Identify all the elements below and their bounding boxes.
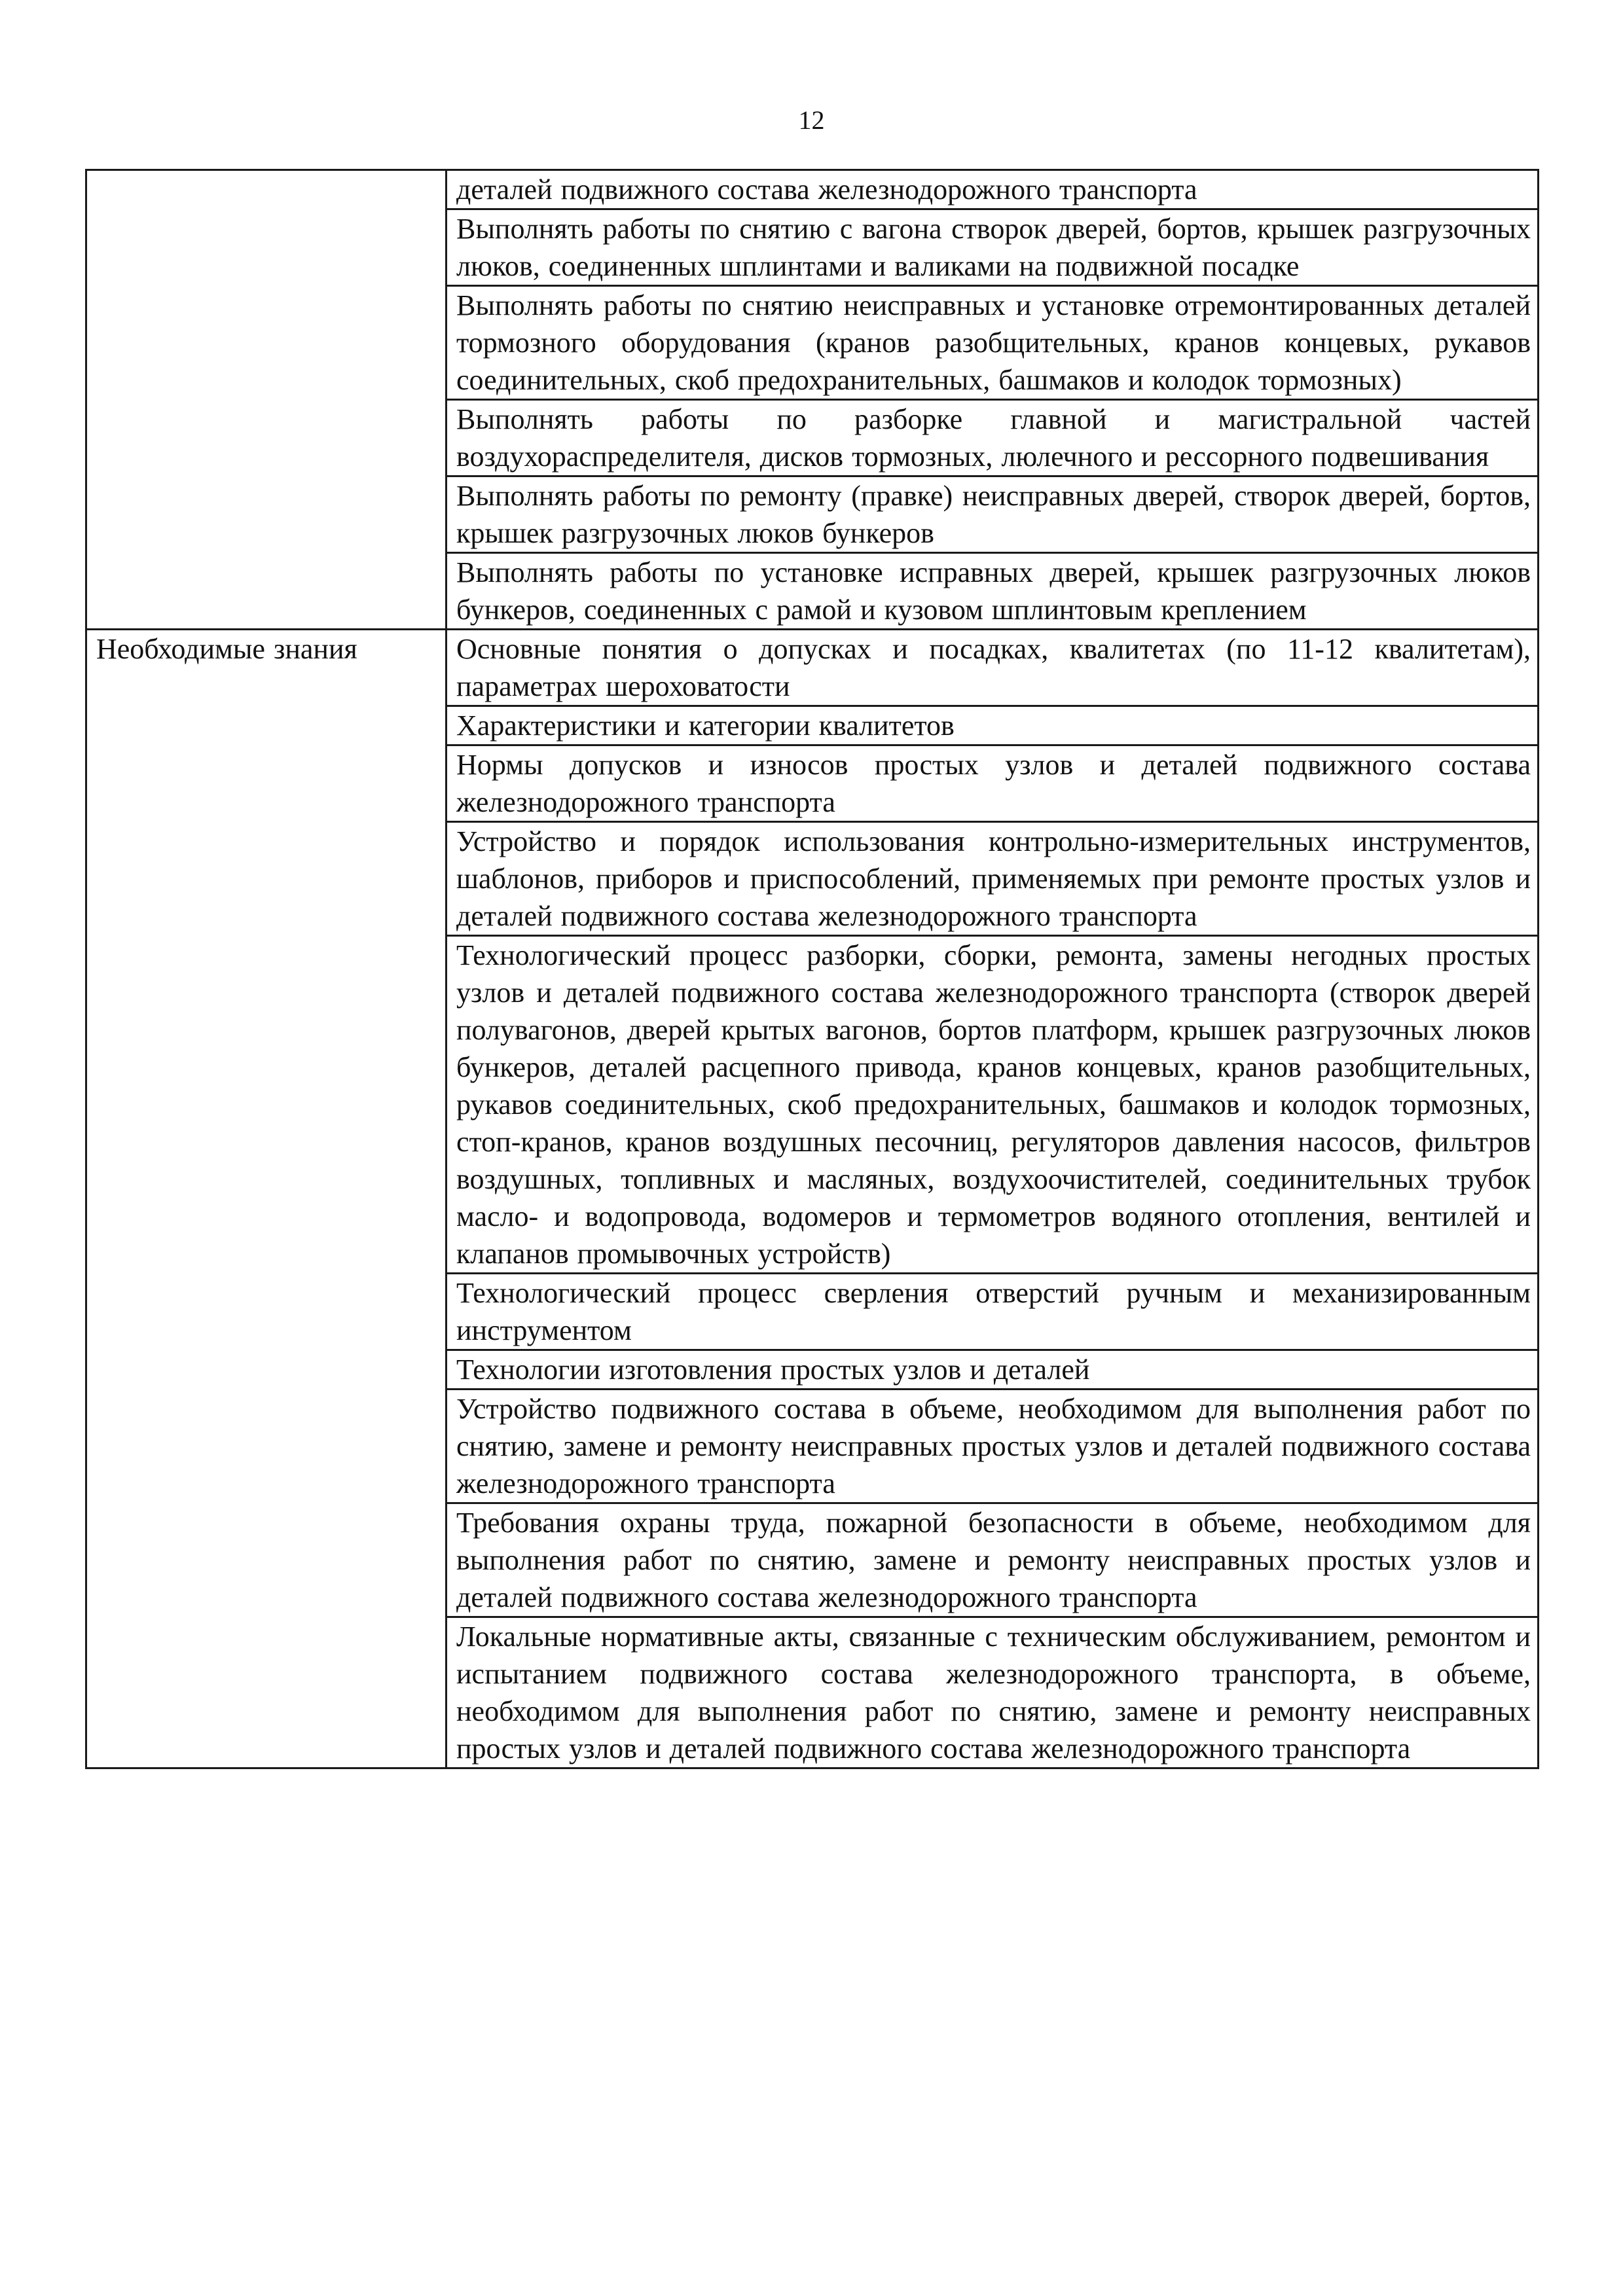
table-row: [86, 630, 1539, 706]
knowledge-item: Устройство подвижного состава в объеме, необходимом для выполнения работ по снятию, замене и ремонту неисправных простых узлов и деталей подвижного состава железнодорожного транспорта: [447, 1390, 1539, 1503]
knowledge-item: Нормы допусков и износов простых узлов и деталей подвижного состава железнодорожного транспорта: [447, 745, 1539, 822]
skill-item: Выполнять работы по снятию с вагона створок дверей, бортов, крышек разгрузочных люков, соединенных шплинтами и валиками на подвижной посадке: [447, 209, 1539, 286]
skill-item: Выполнять работы по разборке главной и магистральной частей воздухораспределителя, дисков тормозных, люлечного и рессорного подвешивания: [447, 400, 1539, 476]
knowledge-item: Технологии изготовления простых узлов и деталей: [447, 1350, 1539, 1390]
knowledge-item: Основные понятия о допусках и посадках, квалитетах (по 11-12 квалитетам), параметрах шероховатости: [447, 630, 1539, 706]
qualification-table: [85, 169, 1539, 1769]
skill-item: Выполнять работы по ремонту (правке) неисправных дверей, створок дверей, бортов, крышек разгрузочных люков бункеров: [447, 476, 1539, 553]
skill-item: Выполнять работы по снятию неисправных и установке отремонтированных деталей тормозного оборудования (кранов разобщительных, кранов концевых, рукавов соединительных, скоб предохранительных, башмаков и колодок тормозных): [447, 286, 1539, 400]
skill-item: деталей подвижного состава железнодорожного транспорта: [447, 170, 1539, 209]
page-number: 12: [798, 105, 825, 135]
knowledge-item: Требования охраны труда, пожарной безопасности в объеме, необходимом для выполнения работ по снятию, замене и ремонту неисправных простых узлов и деталей подвижного состава железнодорожного транспорта: [447, 1503, 1539, 1617]
knowledge-item: Локальные нормативные акты, связанные с техническим обслуживанием, ремонтом и испытанием подвижного состава железнодорожного транспорта, в объеме, необходимом для выполнения работ по снятию, замене и ремонту неисправных простых узлов и деталей подвижного состава железнодорожного транспорта: [447, 1617, 1539, 1768]
skill-item: Выполнять работы по установке исправных дверей, крышек разгрузочных люков бункеров, соединенных с рамой и кузовом шплинтовым креплением: [447, 553, 1539, 630]
section-label-empty: [86, 170, 447, 630]
knowledge-item: Устройство и порядок использования контрольно-измерительных инструментов, шаблонов, приборов и приспособлений, применяемых при ремонте простых узлов и деталей подвижного состава железнодорожного транспорта: [447, 822, 1539, 936]
table-row: [86, 170, 1539, 209]
knowledge-item: Технологический процесс разборки, сборки, ремонта, замены негодных простых узлов и деталей подвижного состава железнодорожного транспорта (створок дверей полувагонов, дверей крытых вагонов, бортов платформ, крышек разгрузочных люков бункеров, деталей расцепного привода, кранов концевых, кранов разобщительных, рукавов соединительных, скоб предохранительных, башмаков и колодок тормозных, стоп-кранов, кранов воздушных песочниц, регуляторов давления насосов, фильтров воздушных, топливных и масляных, воздухоочистителей, соединительных трубок масло- и водопровода, водомеров и термометров водяного отопления, вентилей и клапанов промывочных устройств): [447, 936, 1539, 1274]
knowledge-item: Технологический процесс сверления отверстий ручным и механизированным инструментом: [447, 1274, 1539, 1350]
section-label-knowledge: Необходимые знания: [86, 630, 447, 1768]
knowledge-item: Характеристики и категории квалитетов: [447, 706, 1539, 745]
